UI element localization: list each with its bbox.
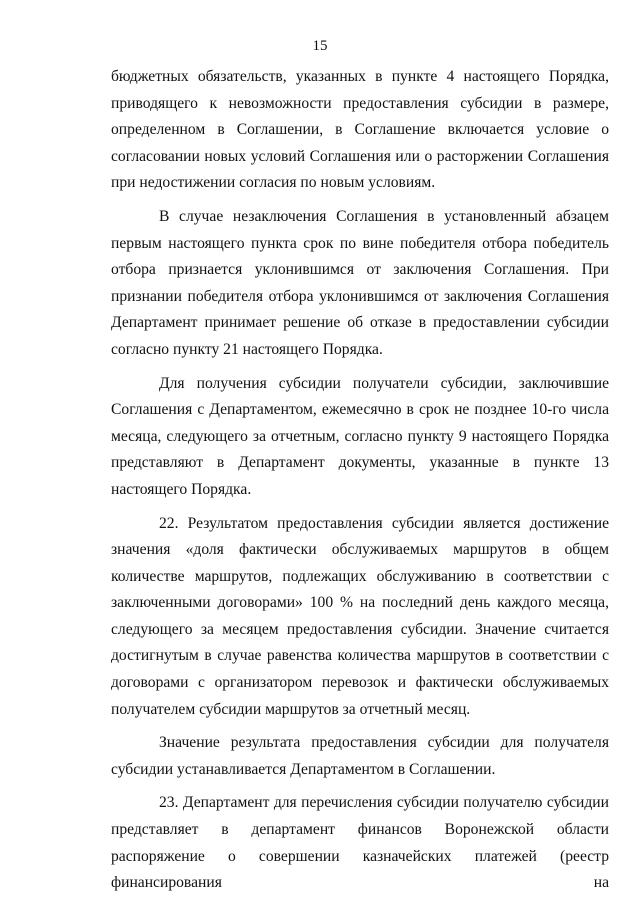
paragraph-result-value: Значение результата предоставления субсидии для получателя субсидии устанавливается Департаментом в Соглашении. — [111, 734, 609, 778]
paragraph-continuation: бюджетных обязательств, указанных в пункте 4 настоящего Порядка, приводящего к невозможности предоставления субсидии в размере, определенном в Соглашении, в Соглашение включается условие о согласовании новых условий Соглашения или о расторжении Соглашения при недостижении согласия по новым условиям. — [111, 68, 609, 192]
paragraph-item-23-transfer: 23. Департамент для перечисления субсидии получателю субсидии представляет в департамент финансов Воронежской области распоряжение о совершении казначейских платежей (реестр финансирования на — [111, 794, 609, 892]
page-number: 15 — [312, 38, 328, 54]
paragraph-monthly-documents: Для получения субсидии получатели субсидии, заключившие Соглашения с Департаментом, ежемесячно в срок не позднее 10-го числа месяца, следующего за отчетным, согласно пункту 9 настоящего Порядка представляют в Департамент документы, указанные в пункте 13 настоящего Порядка. — [111, 374, 609, 498]
document-body — [111, 64, 609, 897]
paragraph-agreement-evasion: В случае незаключения Соглашения в установленный абзацем первым настоящего пункта срок по вине победителя отбора победитель отбора признается уклонившимся от заключения Соглашения. При признании победителя отбора уклонившимся от заключения Соглашения Департамент принимает решение об отказе в предоставлении субсидии согласно пункту 21 настоящего Порядка. — [111, 207, 609, 358]
paragraph-item-22-result: 22. Результатом предоставления субсидии является достижение значения «доля фактически обслуживаемых маршрутов в общем количестве маршрутов, подлежащих обслуживанию в соответствии с заключенными договорами» 100 % на последний день каждого месяца, следующего за месяцем предоставления субсидии. Значение считается достигнутым в случае равенства количества маршрутов в соответствии с договорами с организатором перевозок и фактически обслуживаемых получателем субсидии маршрутов за отчетный месяц. — [111, 514, 609, 718]
